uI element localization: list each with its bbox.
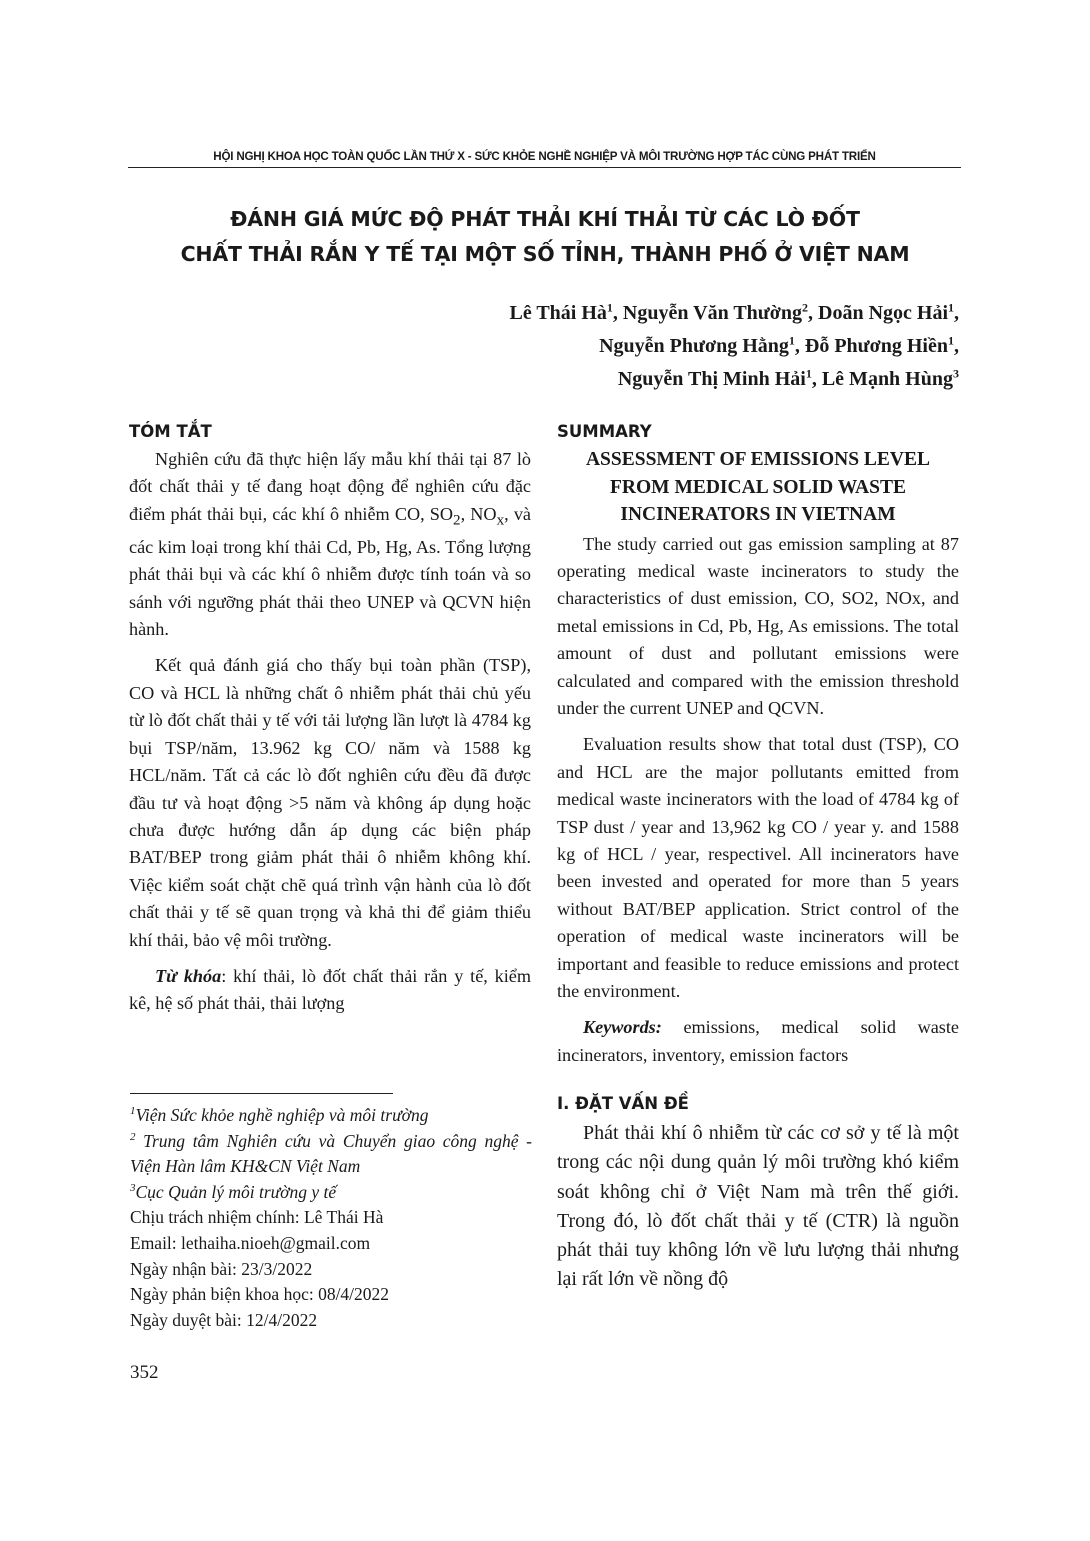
footnote-1: $^1$Viện Sức khỏe nghề nghiệp và môi trường (130, 1105, 429, 1125)
author-name: Đỗ Phương Hiền (804, 335, 948, 357)
footnote-2: $^2$ Trung tâm Nghiên cứu và Chuyển giao công nghệ - Viện Hàn lâm KH&CN Việt Nam (130, 1130, 532, 1177)
author-name: Lê Mạnh Hùng (821, 368, 953, 390)
author-line-2: Nguyễn Phương Hằng$^1$, Đỗ Phương Hiền$^1$, (599, 333, 959, 357)
footnotes (130, 1103, 532, 1333)
abstract-paragraph-1: Nghiên cứu đã thực hiện lấy mẫu khí thải tại 87 lò đốt chất thải y tế đang hoạt động để nghiên cứu đặc điểm phát thải bụi, các khí ô nhiễm CO, $SO_2$, $NO_x$, và các kim loại trong khí thải Cd, Pb, Hg, As. Tổng lượng phát thải bụi và các khí ô nhiễm được tính toán và so sánh với ngưỡng phát thải theo UNEP và QCVN hiện hành. (129, 449, 531, 640)
header-rule (128, 167, 961, 168)
author-list (509, 297, 959, 396)
english-summary-column (557, 418, 959, 1294)
accepted-date: Ngày duyệt bài: 12/4/2022 (130, 1309, 318, 1330)
author-affiliation: 3 (953, 366, 959, 381)
author-affiliation: 1 (606, 300, 613, 315)
summary-keywords (557, 1014, 959, 1069)
author-affiliation: 1 (788, 333, 795, 348)
english-title: ASSESSMENT OF EMISSIONS LEVEL FROM MEDICAL SOLID WASTE INCINERATORS IN VIETNAM (585, 449, 931, 525)
author-affiliation: 1 (805, 366, 812, 381)
footnote-rule (130, 1093, 393, 1094)
abstract-paragraph-2: Kết quả đánh giá cho thấy bụi toàn phần (TSP), CO và HCL là những chất ô nhiễm phát thải chủ yếu từ lò đốt chất thải y tế với tải lượng lần lượt là 4784 kg bụi TSP/năm, 13.962 kg CO/ năm và 1588 kg HCL/năm. Tất cả các lò đốt nghiên cứu đều đã được đầu tư và hoạt động >5 năm và không áp dụng hoặc chưa được hướng dẫn áp dụng các biện pháp BAT/BEP trong giảm phát thải ô nhiễm không khí. Việc kiểm soát chặt chẽ quá trình vận hành của lò đốt chất thải y tế sẽ quan trọng và khả thi để giảm thiểu khí thải, bảo vệ môi trường. (129, 655, 531, 950)
author-affiliation: 1 (948, 333, 954, 348)
keywords-text: : khí thải, lò đốt chất thải rắn y tế, kiểm kê, hệ số phát thải, thải lượng (129, 965, 532, 1014)
author-affiliation: 2 (802, 300, 808, 315)
author-line-1: Lê Thái $Hà^1$, Nguyễn Văn Thường$^2$, Doãn Ngọc Hải$^1$, (509, 300, 959, 324)
keywords-label: Keywords: (583, 1017, 662, 1038)
author-name: Doãn Ngọc Hải (818, 302, 948, 324)
received-date: Ngày nhận bài: 23/3/2022 (130, 1258, 313, 1279)
summary-paragraph-1: The study carried out gas emission sampling at 87 operating medical waste incinerators to study the characteristics of dust emission, CO, SO2, NOx, and metal emissions in Cd, Pb, Hg, As emissions. The total amount of dust and pollutant emissions were calculated and compared with the emission threshold under the current UNEP and QCVN. (557, 533, 959, 718)
review-date: Ngày phản biện khoa học: 08/4/2022 (130, 1284, 390, 1305)
keywords-text: emissions, medical solid waste incinerators, inventory, emission factors (557, 1017, 959, 1065)
author-line-3: Nguyễn Thị Minh Hải$^1$, Lê Mạnh Hùng$^3$ (617, 366, 959, 390)
author-affiliation: 1 (948, 300, 954, 315)
page-number: 352 (130, 1362, 159, 1383)
email: Email: lethaiha.nioeh@gmail.com (130, 1232, 371, 1253)
intro-section (557, 1119, 959, 1294)
title-line-1: ĐÁNH GIÁ MỨC ĐỘ PHÁT THẢI KHÍ THẢI TỪ CÁC LÒ ĐỐT (230, 207, 860, 231)
keywords-label: Từ khóa (155, 965, 222, 986)
running-header: HỘI NGHỊ KHOA HỌC TOÀN QUỐC LẦN THỨ X - SỨC KHỎE NGHỀ NGHIỆP VÀ MÔI TRƯỜNG HỢP TÁC CÙNG PHÁT TRIỂN (213, 150, 876, 163)
author-name: Lê Thái Hà (509, 302, 607, 324)
footnote-3: $^3$Cục Quản lý môi trường y tế (130, 1181, 337, 1202)
author-name: Nguyễn Phương Hằng (599, 335, 789, 357)
vietnamese-abstract-column (129, 418, 531, 1027)
summary-heading: SUMMARY (557, 422, 652, 441)
abstract-heading: TÓM TẮT (129, 422, 212, 441)
intro-paragraph-1: Phát thải khí ô nhiễm từ các cơ sở y tế là một trong các nội dung quản lý môi trường khó kiểm soát không chỉ ở Việt Nam mà trên thế giới. Trong đó, lò đốt chất thải y tế (CTR) là nguồn phát thải tuy không lớn về lưu lượng thải nhưng lại rất lớn về nồng độ (557, 1122, 959, 1291)
abstract-keywords (129, 963, 531, 1018)
intro-heading: I. ĐẶT VẤN ĐỀ (557, 1094, 689, 1114)
summary-paragraph-2: Evaluation results show that total dust (TSP), CO and HCL are the major pollutants emitted from medical waste incinerators with the load of 4784 kg of TSP dust / year and 13,962 kg CO / year y. and 1588 kg of HCL / year, respectivel. All incinerators have been invested and operated for more than 5 years without BAT/BEP application. Strict control of the operation of medical waste incinerators will be important and feasible to reduce emissions and protect the environment. (557, 734, 959, 1001)
paper-title (100, 202, 990, 272)
title-line-2: CHẤT THẢI RẮN Y TẾ TẠI MỘT SỐ TỈNH, THÀNH PHỐ Ở VIỆT NAM (180, 242, 910, 266)
corresponding-author: Chịu trách nhiệm chính: Lê Thái Hà (130, 1207, 384, 1228)
author-name: Nguyễn Thị Minh Hải (617, 368, 806, 390)
author-name: Nguyễn Văn Thường (622, 302, 802, 324)
